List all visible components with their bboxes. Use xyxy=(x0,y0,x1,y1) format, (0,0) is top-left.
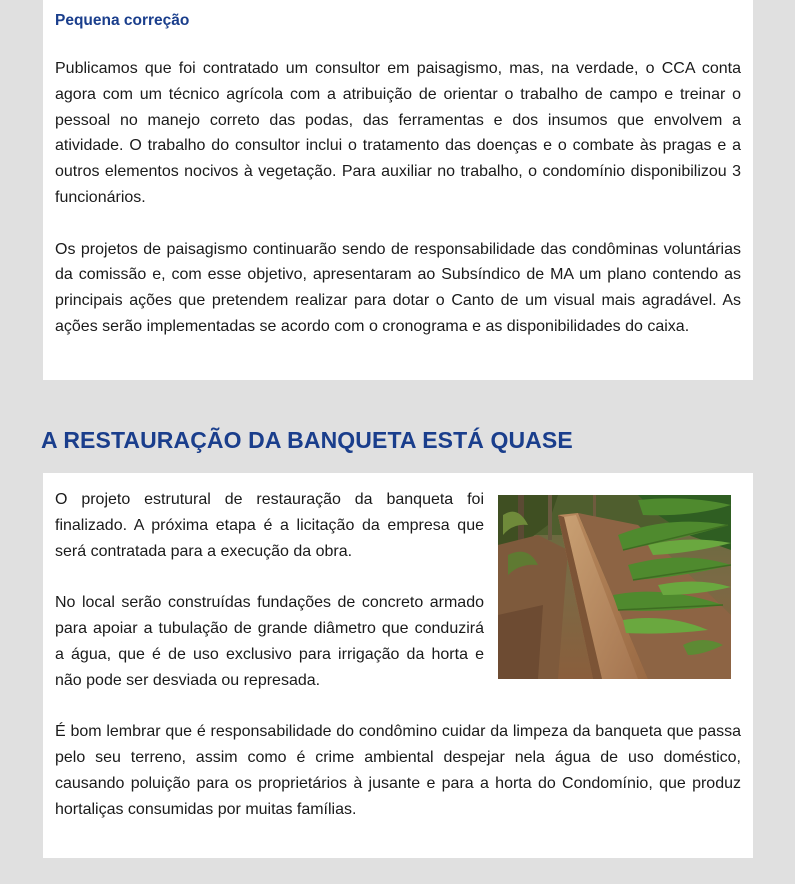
irrigation-channel-photo xyxy=(498,495,731,679)
paragraph-banqueta-3: É bom lembrar que é responsabilidade do condômino cuidar da limpeza da banqueta que passa pelo seu terreno, assim como é crime ambiental despejar nela água de uso doméstico, causando poluição para os proprietários à jusante e para a horta do Condomínio, que produz hortaliças consumidas por muitas famílias. xyxy=(55,723,741,818)
paragraph-banqueta-2: No local serão construídas fundações de concreto armado para apoiar a tubulação de grande diâmetro que conduzirá a água, que é de uso exclusivo para irrigação da horta e não pode ser desviada ou represada. xyxy=(55,594,484,689)
paragraph-banqueta-1: O projeto estrutural de restauração da banqueta foi finalizado. A próxima etapa é a licitação da empresa que será contratada para a execução da obra. xyxy=(55,491,484,560)
article-card-banqueta xyxy=(43,473,753,858)
subheading-correction: Pequena correção xyxy=(55,12,190,29)
photo-container xyxy=(498,495,731,679)
section-title-banqueta: A RESTAURAÇÃO DA BANQUETA ESTÁ QUASE xyxy=(41,427,573,453)
paragraph-correction-2: Os projetos de paisagismo continuarão sendo de responsabilidade das condôminas voluntárias da comissão e, com esse objetivo, apresentaram ao Subsíndico de MA um plano contendo as principais ações que pretendem realizar para dotar o Canto de um visual mais agradável. As ações serão implementadas se acordo com o cronograma e as disponibilidades do caixa. xyxy=(55,240,741,335)
article-card-correction xyxy=(43,0,753,380)
paragraph-correction-1: Publicamos que foi contratado um consultor em paisagismo, mas, na verdade, o CCA conta agora com um técnico agrícola com a atribuição de orientar o trabalho de campo e treinar o pessoal no manejo correto das podas, das ferramentas e dos insumos que envolvem a atividade. O trabalho do consultor inclui o tratamento das doenças e o combate às pragas e a outros elementos nocivos à vegetação. Para auxiliar no trabalho, o condomínio disponibilizou 3 funcionários. xyxy=(55,60,741,206)
